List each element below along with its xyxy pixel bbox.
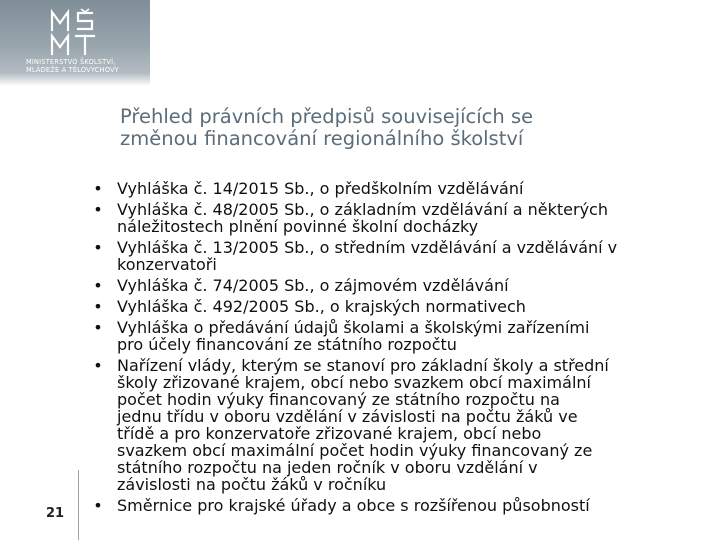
list-item-text: třídě a pro konzervatoře zřizované krajem, obcí nebo [117,424,542,443]
ministry-name [26,58,146,74]
bullet-icon: • [93,318,103,337]
regulation-list [86,180,720,518]
list-item-text: jednu třídu v oboru vzdělání v závislosti na počtu žáků ve [117,407,578,426]
list-item [86,298,720,315]
list-item-text: Směrnice pro krajské úřady a obce s rozšířenou působností [117,496,590,515]
bullet-icon: • [93,356,103,375]
list-item [86,357,720,493]
list-item-text: školy zřizované krajem, obcí nebo svazkem obcí maximální [117,373,591,392]
list-item [86,180,720,197]
bullet-icon: • [93,200,103,219]
list-item-text: státního rozpočtu na jeden ročník v oboru vzdělání v [117,458,538,477]
list-item-text: svazkem obcí maximální počet hodin výuky financovaný ze [117,441,593,460]
list-item-text: Vyhláška č. 74/2005 Sb., o zájmovém vzdělávání [117,276,509,295]
divider [78,470,79,540]
list-item-text: počet hodin výuky financovaný ze státního rozpočtu na [117,390,560,409]
ministry-name-line: MINISTERSTVO ŠKOLSTVÍ, [26,58,116,66]
logo-panel [0,0,150,86]
slide-title-line: Přehled právních předpisů souvisejících se [120,105,534,128]
list-item-text: Vyhláška č. 14/2015 Sb., o předškolním vzdělávání [117,179,524,198]
list-item [86,319,720,353]
list-item-text: závislosti na počtu žáků v ročníku [117,475,387,494]
msmt-logo-icon [48,8,120,58]
bullet-icon: • [93,276,103,295]
list-item-text: pro účely financování ze státního rozpočtu [117,335,457,354]
slide-title-line: změnou financování regionálního školství [120,127,524,150]
list-item [86,239,720,273]
list-item [86,497,720,514]
list-item-text: konzervatoři [117,255,217,274]
bullet-icon: • [93,496,103,515]
list-item-text: Vyhláška č. 13/2005 Sb., o středním vzdělávání a vzdělávání v [117,238,618,257]
list-item-text: náležitostech plnění povinné školní docházky [117,217,479,236]
list-item-text: Vyhláška č. 492/2005 Sb., o krajských normativech [117,297,526,316]
page-number: 21 [45,506,65,521]
slide-title [120,106,680,150]
list-item [86,201,720,235]
bullet-icon: • [93,179,103,198]
list-item [86,277,720,294]
bullet-icon: • [93,297,103,316]
list-item-text: Vyhláška č. 48/2005 Sb., o základním vzdělávání a některých [117,200,608,219]
ministry-name-line: MLÁDEŽE A TĚLOVÝCHOVY [26,66,119,74]
list-item-text: Vyhláška o předávání údajů školami a školskými zařízeními [117,318,590,337]
list-item-text: Nařízení vlády, kterým se stanoví pro základní školy a střední [117,356,609,375]
bullet-icon: • [93,238,103,257]
